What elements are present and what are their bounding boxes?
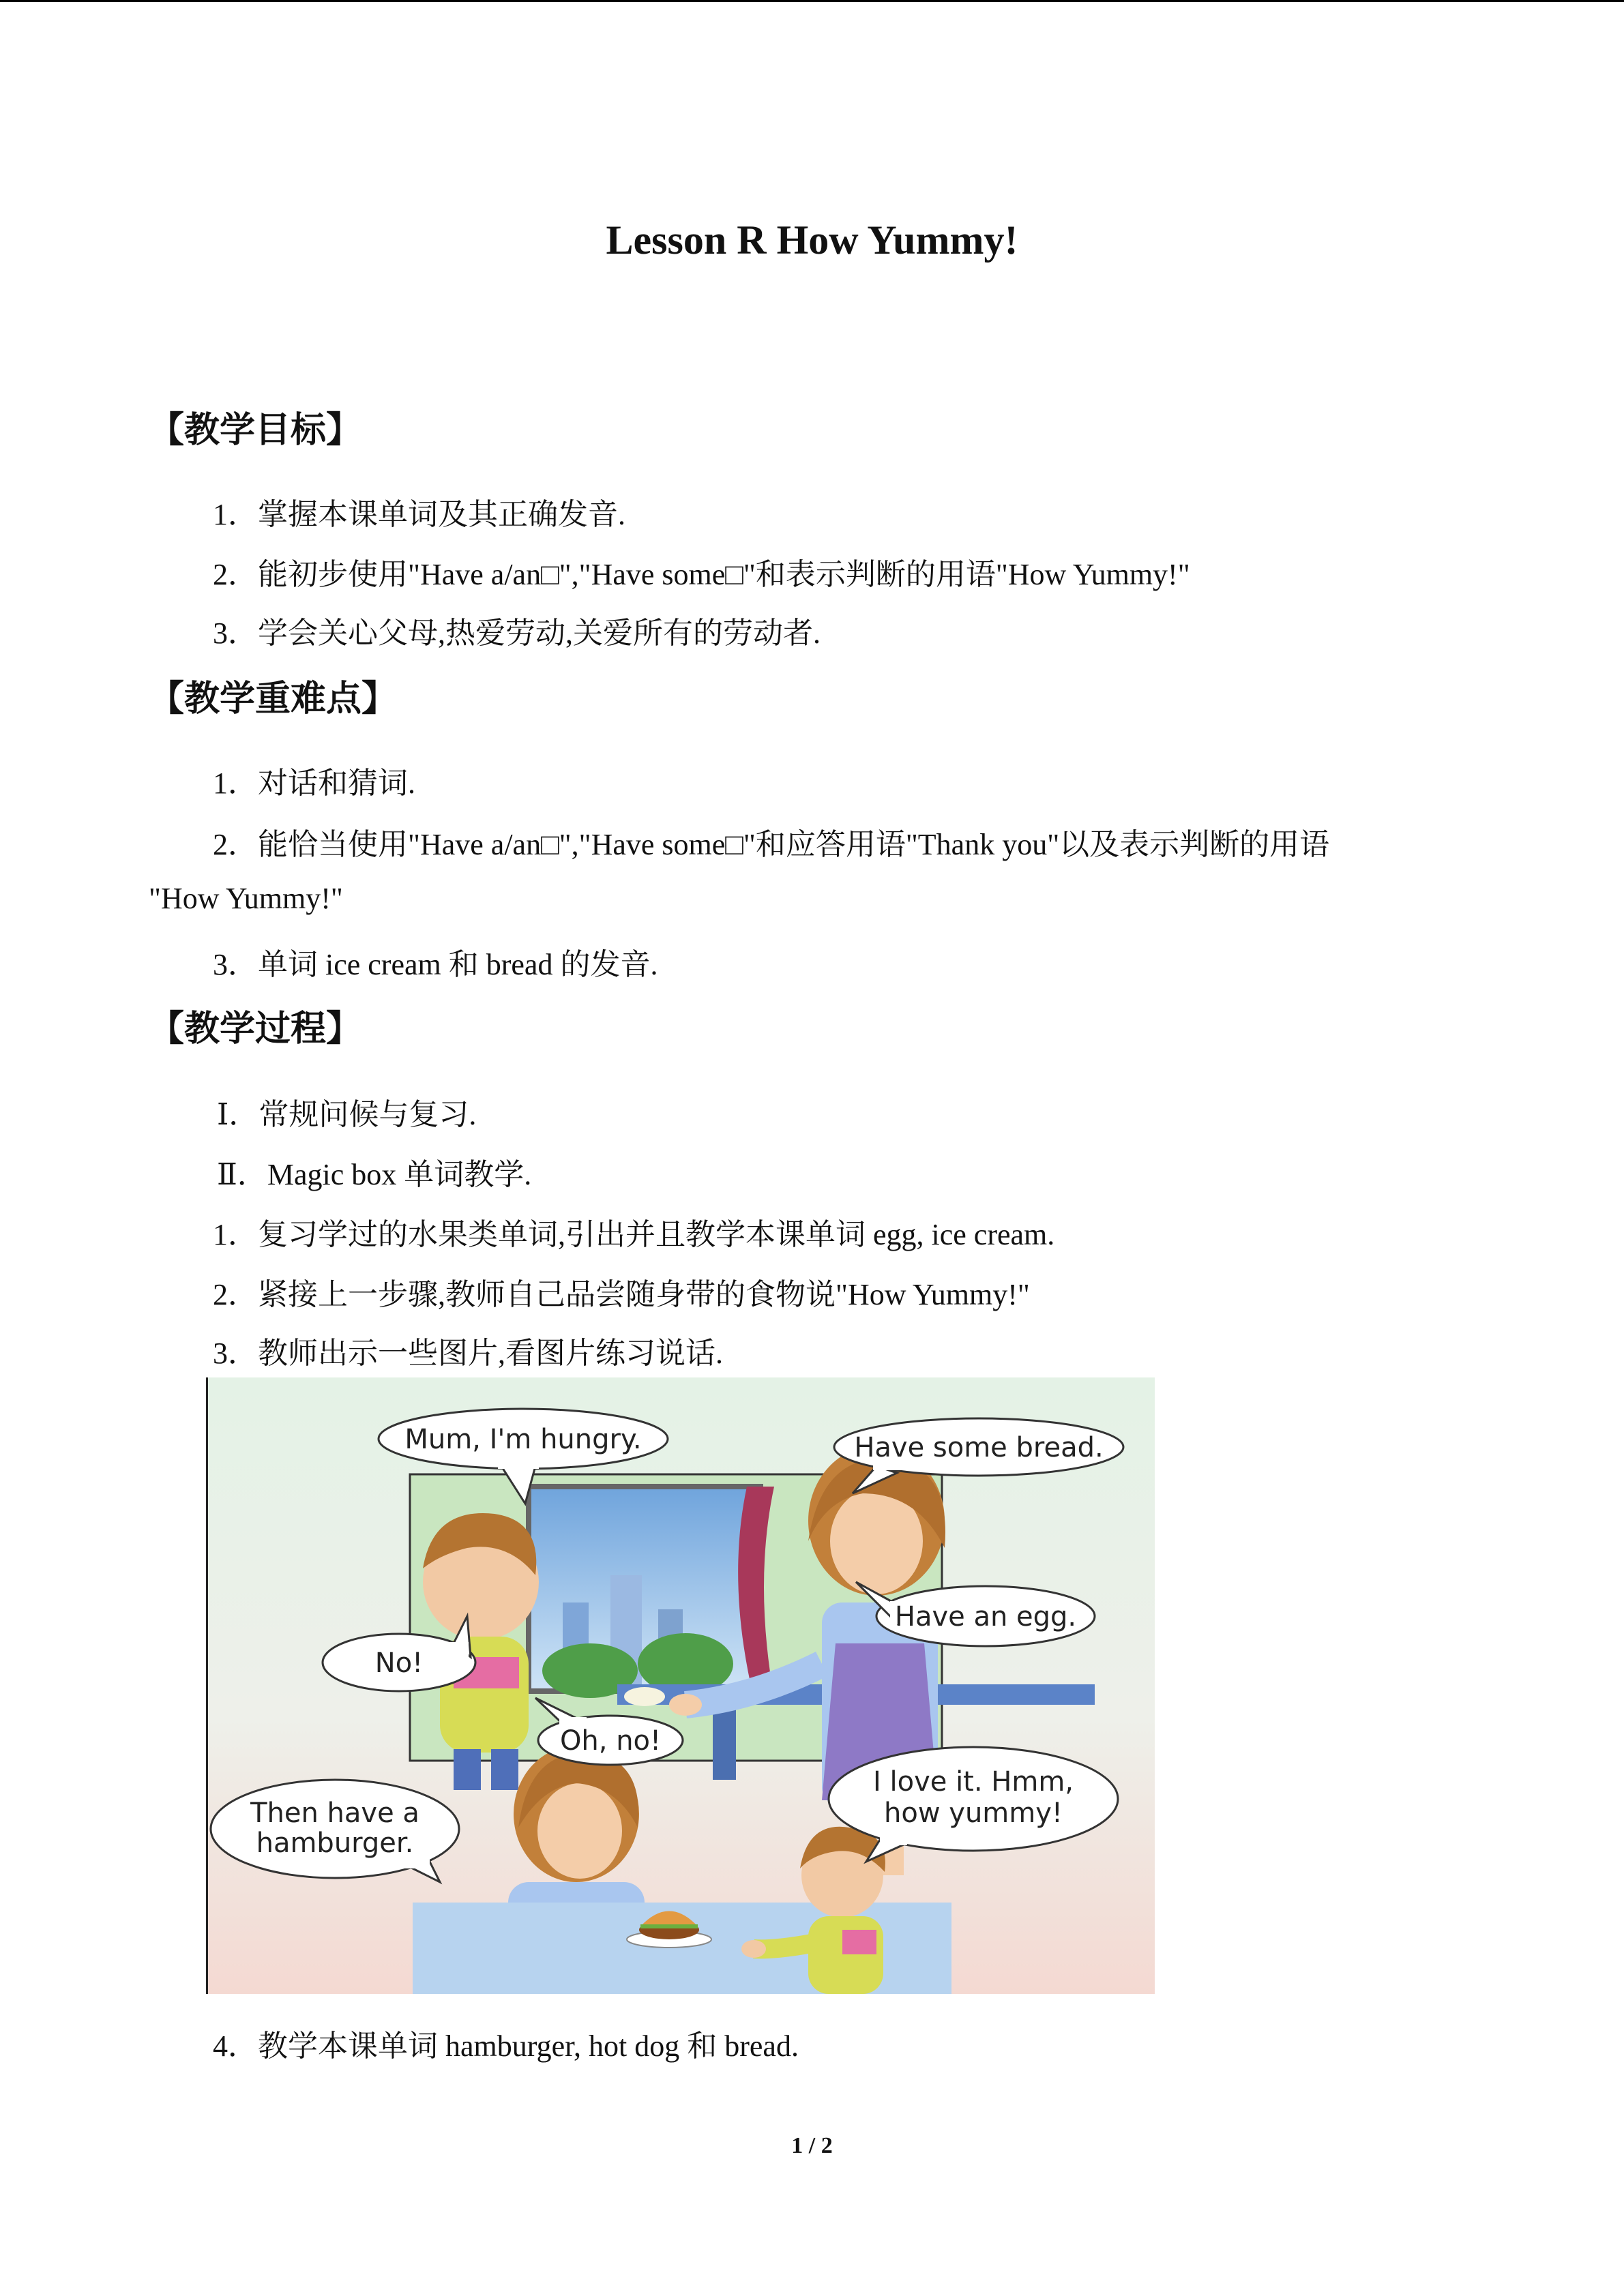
page-title: Lesson R How Yummy! bbox=[606, 218, 1018, 263]
key-point-item-1: 1．对话和猜词. bbox=[213, 766, 415, 800]
heading-teaching-goals: 【教学目标】 bbox=[149, 410, 362, 451]
process-item-3: 3．教师出示一些图片,看图片练习说话. bbox=[213, 1337, 723, 1370]
bubble-text-egg: Have an egg. bbox=[894, 1601, 1077, 1632]
goal-item-3: 3．学会关心父母,热爱劳动,关爱所有的劳动者. bbox=[213, 616, 821, 650]
bubble-text-hungry: Mum, I'm hungry. bbox=[404, 1424, 642, 1455]
bubble-text-oh-no: Oh, no! bbox=[559, 1725, 662, 1757]
top-border bbox=[0, 0, 1624, 2]
key-point-item-3: 3．单词 ice cream 和 bread 的发音. bbox=[213, 948, 658, 981]
heading-key-points: 【教学重难点】 bbox=[149, 679, 398, 719]
bubble-text-no: No! bbox=[374, 1648, 424, 1679]
goal-item-1: 1．掌握本课单词及其正确发音. bbox=[213, 498, 625, 531]
process-item-4: 4．教学本课单词 hamburger, hot dog 和 bread. bbox=[213, 2029, 799, 2063]
process-item-2: 2．紧接上一步骤,教师自己品尝随身带的食物说"How Yummy!" bbox=[213, 1278, 1030, 1311]
bubble-text-love-line-2: how yummy! bbox=[884, 1798, 1063, 1829]
key-point-item-2: 2．能恰当使用"Have a/an□","Have some□"和应答用语"Thank you"以及表示判断的用语 bbox=[213, 828, 1330, 861]
goal-item-2: 2．能初步使用"Have a/an□","Have some□"和表示判断的用语"How Yummy!" bbox=[213, 558, 1190, 591]
page-number: 1 / 2 bbox=[791, 2133, 833, 2158]
bubble-text-hamburger-line-1: Then have a bbox=[250, 1798, 419, 1829]
process-item-1: 1．复习学过的水果类单词,引出并且教学本课单词 egg, ice cream. bbox=[213, 1218, 1055, 1251]
bubble-text-hamburger-line-2: hamburger. bbox=[256, 1828, 414, 1859]
heading-teaching-process: 【教学过程】 bbox=[149, 1009, 362, 1049]
process-step-I: Ⅰ．常规问候与复习. bbox=[217, 1098, 477, 1131]
bubble-text-love-line-1: I love it. Hmm, bbox=[872, 1766, 1074, 1798]
dialogue-illustration bbox=[206, 1377, 1155, 1994]
bubble-text-bread: Have some bread. bbox=[854, 1432, 1104, 1463]
key-point-item-2-cont: "How Yummy!" bbox=[149, 882, 343, 915]
process-step-II: Ⅱ．Magic box 单词教学. bbox=[217, 1158, 532, 1191]
